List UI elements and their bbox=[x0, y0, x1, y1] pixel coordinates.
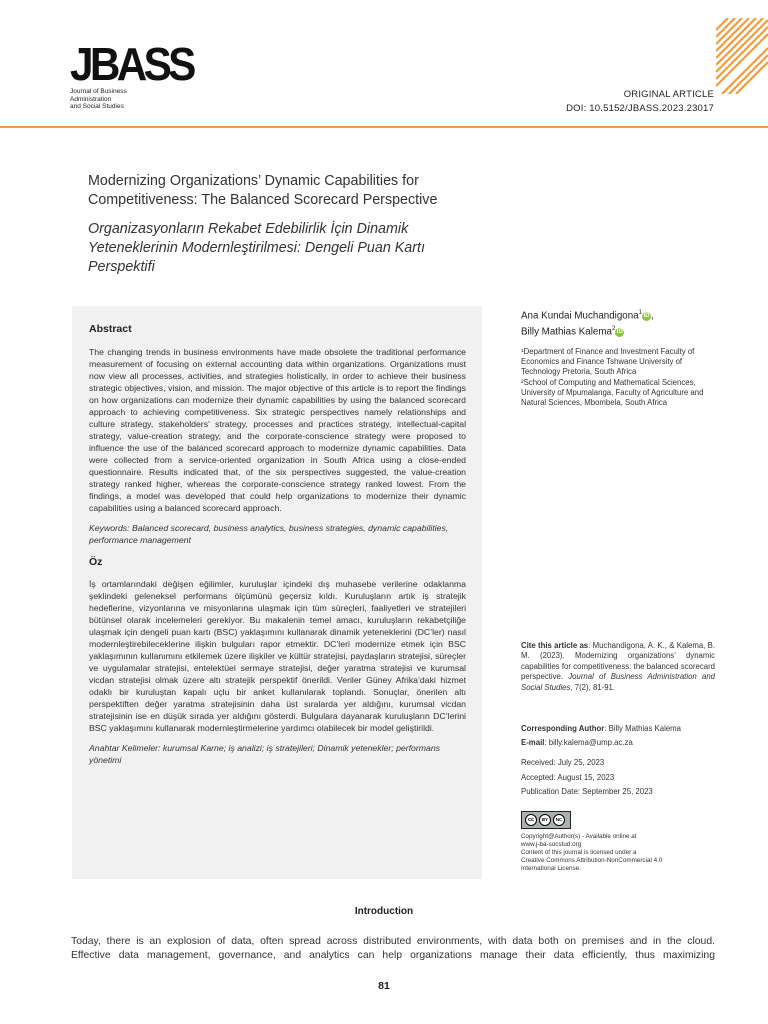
orcid-icon[interactable]: iD bbox=[643, 313, 650, 320]
decorative-stripes-icon bbox=[716, 18, 768, 94]
correspondence bbox=[521, 722, 721, 750]
affiliation-2: ²School of Computing and Mathematical Sciences, University of Mpumalanga, Faculty of Agriculture and Natural Sciences, Mbombela, South Africa bbox=[521, 377, 704, 408]
publication-dates bbox=[521, 756, 721, 800]
article-title-english: Modernizing Organizations’ Dynamic Capabilities for Competitiveness: The Balanced Scorecard Perspective bbox=[88, 173, 438, 208]
citation: Cite this article as: Muchandigona, A. K., & Kalema, B. M. (2023). Modernizing organizations’ dynamic capabilities for competitiveness: the balanced scorecard perspective. Journal of Business Administration and Social Studies, 7(2), 81-91. bbox=[521, 641, 716, 692]
license-text: Copyright@Author(s) - Available online at www.j-ba-socstud.org Content of this journal is licensed under a Creative Commons Attribution-NonCommercial 4.0 International License. bbox=[521, 833, 721, 873]
date-published: Publication Date: September 25, 2023 bbox=[521, 787, 653, 797]
date-accepted: Accepted: August 15, 2023 bbox=[521, 772, 615, 782]
cc-license-icon[interactable]: cc BY NC bbox=[521, 811, 571, 829]
author-email: E-mail: billy.kalema@ump.ac.za bbox=[521, 738, 633, 747]
doi-link[interactable]: DOI: 10.5152/JBASS.2023.23017 bbox=[566, 103, 714, 114]
keywords-english: Keywords: Balanced scorecard, business analytics, business strategies, dynamic capabilities, performance management bbox=[89, 523, 449, 545]
abstract-text: The changing trends in business environments have made obsolete the traditional performance measurement of focusing on external accounting data within organizations. Organizations must now view all processes, activities, and strategies holistically, in order to achieve their business strategic objectives, vision, and mission. The major objective of this article is to report the findings on how organizations can modernize their dynamic capabilities by using the balanced scorecard approach to achieving competitiveness. Six strategic perspectives namely relationships and culture strategy, stakeholders’ strategy, processes and practices strategy, intellectual-capital strategy, value-creation strategy, and the corporate-conscience strategy were proposed to influence the use of the balanced scorecard approach to modernize dynamic capabilities. Data were collected from a service-oriented organization in South Africa using a close-ended questionnaire. Results indicated that, of the six perspectives suggested, the value-creation strategy ranked higher, whereas the corporate-conscience strategy ranked lowest. From the findings, a model was developed that could help organizations to modernize their dynamic capabilities using a balanced scorecard approach. bbox=[89, 347, 466, 513]
article-meta bbox=[566, 88, 714, 116]
body-paragraph: Today, there is an explosion of data, often spread across distributed environments, with data both on premises and in the cloud. Effective data management, governance, and analytics can help organizations manage their data efficiently, thus maximizing bbox=[71, 936, 715, 961]
keywords-turkish: Anahtar Kelimeler: kurumsal Karne; iş analizi; iş stratejileri; Dinamik yetenekler; performans yönetimi bbox=[89, 743, 441, 765]
logo-wordmark: JBASS bbox=[70, 38, 193, 90]
abstract-panel bbox=[72, 306, 482, 879]
author-2: Billy Mathias Kalema$^2$iD bbox=[521, 325, 623, 338]
orcid-icon[interactable]: iD bbox=[616, 329, 623, 336]
article-type: ORIGINAL ARTICLE bbox=[623, 89, 714, 100]
author-1: Ana Kundai Muchandigona$^1$iD , bbox=[521, 310, 654, 322]
logo-subtitle: Journal of Business Administration and Social Studies bbox=[70, 88, 127, 110]
abstract-heading: Abstract bbox=[89, 323, 132, 335]
article-title-turkish: Organizasyonların Rekabet Edebilirlik İçin Dinamik Yeteneklerinin Modernleştirilmesi: Dengeli Puan Kartı Perspektifi bbox=[88, 221, 425, 275]
journal-logo bbox=[70, 38, 203, 111]
affiliation-1: ¹Department of Finance and Investment Faculty of Economics and Finance Tshwane University of Technology Pretoria, South Africa bbox=[521, 347, 695, 377]
header-divider bbox=[0, 126, 768, 128]
introduction-heading: Introduction bbox=[354, 906, 414, 917]
corresponding-author: Corresponding Author: Billy Mathias Kalema bbox=[521, 724, 682, 733]
date-received: Received: July 25, 2023 bbox=[521, 758, 605, 767]
page-number: 81 bbox=[378, 980, 390, 992]
author-list bbox=[521, 307, 721, 339]
journal-url-link[interactable]: www.j-ba-socstud.org bbox=[521, 841, 582, 849]
oz-heading: Öz bbox=[89, 556, 103, 568]
affiliations bbox=[521, 347, 721, 408]
oz-text: İş ortamlarındaki değişen eğilimler, kuruluşlar içindeki dış muhasebe verilerine odaklanma şeklindeki geleneksel performans ölçümünü geçersiz kıldı. Kuruluşların artık iş stratejik hedeflerine, vizyonlarına ve misyonlarına ulaşmak için tüm süreçleri, faaliyetleri ve stratejileri bütünsel olarak incelemeleri gerekiyor. Bu makalenin temel amacı, kuruluşların rekabetçiliğe ulaşmak için dengeli puan kartı (BSC) yaklaşımını kullanarak dinamik yeteneklerini (DC’ler) nasıl modernleştirebileceklerine ilişkin bulguları rapor etmektir. DC’leri modernize etmek için BSC yaklaşımının kullanımını etkilemek üzere ilişkiler ve kültür stratejisi, paydaşların stratejisi, süreçler ve uygulamalar stratejisi, entelektüel sermaye stratejisi, değer yaratma stratejisi ve kurumsal vicdan stratejisi olmak üzere altı stratejik perspektif önerildi. Veriler Güney Afrika’daki hizmet odaklı bir kuruluştan kapalı uçlu bir anket kullanılarak toplandı. Sonuçlar, önerilen altı perspektiften değer yaratma stratejisinin daha üst sıralarda yer aldığını, kurumsal vicdan stratejisinin ise en düşük sırada yer aldığını gösterdi. Bulgulara dayanarak kuruluşların DC’lerini BSC yaklaşımını kullanarak modernleştirmelerine yardımcı olabilecek bir model geliştirildi. bbox=[89, 579, 466, 733]
